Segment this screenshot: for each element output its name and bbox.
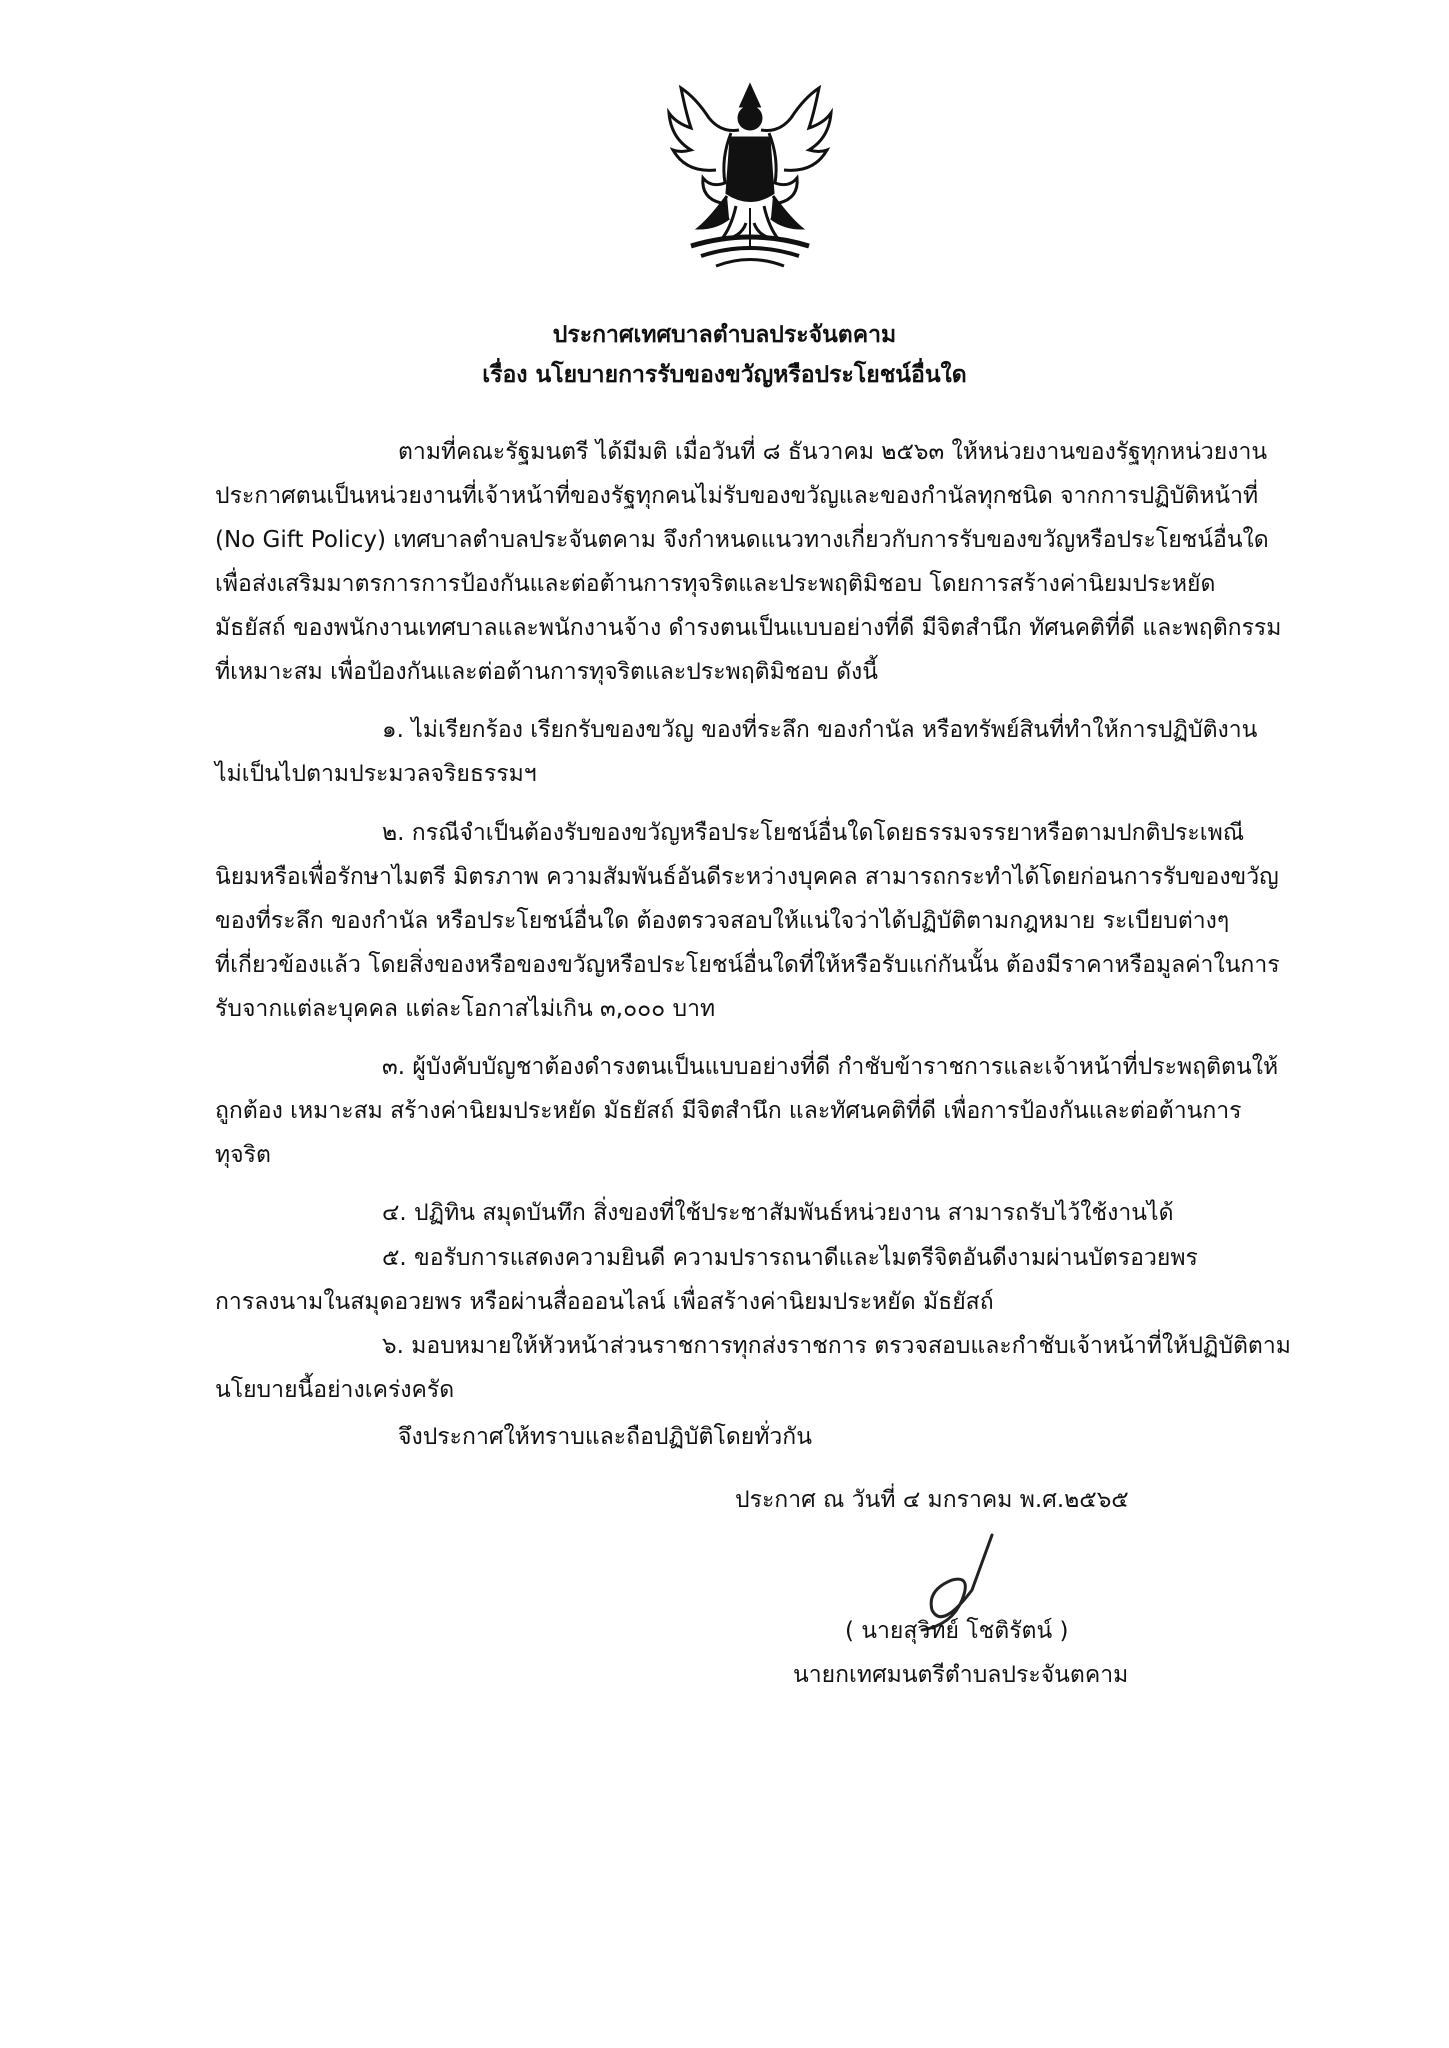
intro-line-6: ที่เหมาะสม เพื่อป้องกันและต่อต้านการทุจริตและประพฤติมิชอบ ดังนี้ [215,659,878,685]
signer-name: ( นายสุวิทย์ โชติรัตน์ ) [845,1618,1069,1644]
intro-line-5: มัธยัสถ์ ของพนักงานเทศบาลและพนักงานจ้าง ดำรงตนเป็นแบบอย่างที่ดี มีจิตสำนึก ทัศนคติที่ดี และพฤติกรรม [215,615,1282,641]
item-2-line-3: ของที่ระลึก ของกำนัล หรือประโยชน์อื่นใด ต้องตรวจสอบให้แน่ใจว่าได้ปฏิบัติตามกฎหมาย ระเบียบต่างๆ [215,908,1230,934]
item-6-line-2: นโยบายนี้อย่างเคร่งครัด [215,1377,455,1403]
closing-statement: จึงประกาศให้ทราบและถือปฏิบัติโดยทั่วกัน [398,1424,812,1450]
item-1-line-1: ๑. ไม่เรียกร้อง เรียกรับของขวัญ ของที่ระลึก ของกำนัล หรือทรัพย์สินที่ทำให้การปฏิบัติงาน [382,717,1258,743]
intro-line-3: (No Gift Policy) เทศบาลตำบลประจันตคาม จึงกำหนดแนวทางเกี่ยวกับการรับของขวัญหรือประโยชน์อื่นใด [215,527,1269,553]
item-5-line-1: ๕. ขอรับการแสดงความยินดี ความปรารถนาดีและไมตรีจิตอันดีงามผ่านบัตรอวยพร [382,1245,1198,1271]
intro-line-2: ประกาศตนเป็นหน่วยงานที่เจ้าหน้าที่ของรัฐทุกคนไม่รับของขวัญและของกำนัลทุกชนิด จากการปฏิบัติหน้าที่ [215,483,1259,509]
item-3-line-2: ถูกต้อง เหมาะสม สร้างค่านิยมประหยัด มัธยัสถ์ มีจิตสำนึก และทัศนคติที่ดี เพื่อการป้องกันและต่อต้านการ [215,1098,1242,1124]
item-2-line-4: ที่เกี่ยวข้องแล้ว โดยสิ่งของหรือของขวัญหรือประโยชน์อื่นใดที่ให้หรือรับแก่กันนั้น ต้องมีราคาหรือมูลค่าในการ [215,952,1280,978]
item-1-line-2: ไม่เป็นไปตามประมวลจริยธรรมฯ [215,761,537,787]
announcement-subject: เรื่อง นโยบายการรับของขวัญหรือประโยชน์อื่นใด [482,362,967,388]
item-6-line-1: ๖. มอบหมายให้หัวหน้าส่วนราชการทุกส่งราชการ ตรวจสอบและกำชับเจ้าหน้าที่ให้ปฏิบัติตาม [382,1333,1291,1359]
intro-line-4: เพื่อส่งเสริมมาตรการการป้องกันและต่อต้านการทุจริตและประพฤติมิชอบ โดยการสร้างค่านิยมประหยัด [215,571,1216,597]
item-2-line-5: รับจากแต่ละบุคคล แต่ละโอกาสไม่เกิน ๓,๐๐๐ บาท [215,996,716,1022]
item-2-line-2: นิยมหรือเพื่อรักษาไมตรี มิตรภาพ ความสัมพันธ์อันดีระหว่างบุคคล สามารถกระทำได้โดยก่อนการรับของขวัญ [215,864,1279,890]
item-3-line-1: ๓. ผู้บังคับบัญชาต้องดำรงตนเป็นแบบอย่างที่ดี กำชับข้าราชการและเจ้าหน้าที่ประพฤติตนให้ [382,1054,1279,1080]
item-4-line-1: ๔. ปฏิทิน สมุดบันทึก สิ่งของที่ใช้ประชาสัมพันธ์หน่วยงาน สามารถรับไว้ใช้งานได้ [382,1200,1174,1226]
item-3-line-3: ทุจริต [215,1142,271,1168]
item-5-line-2: การลงนามในสมุดอวยพร หรือผ่านสื่อออนไลน์ เพื่อสร้างค่านิยมประหยัด มัธยัสถ์ [215,1289,994,1315]
item-2-line-1: ๒. กรณีจำเป็นต้องรับของขวัญหรือประโยชน์อื่นใดโดยธรรมจรรยาหรือตามปกติประเพณี [382,820,1245,846]
intro-line-1: ตามที่คณะรัฐมนตรี ได้มีมติ เมื่อวันที่ ๘ ธันวาคม ๒๕๖๓ ให้หน่วยงานของรัฐทุกหน่วยงาน [398,439,1268,465]
garuda-emblem-icon [661,78,839,276]
announcement-title: ประกาศเทศบาลตำบลประจันตคาม [552,322,897,348]
announcement-date: ประกาศ ณ วันที่ ๔ มกราคม พ.ศ.๒๕๖๕ [735,1487,1129,1513]
signer-position: นายกเทศมนตรีตำบลประจันตคาม [793,1662,1129,1688]
